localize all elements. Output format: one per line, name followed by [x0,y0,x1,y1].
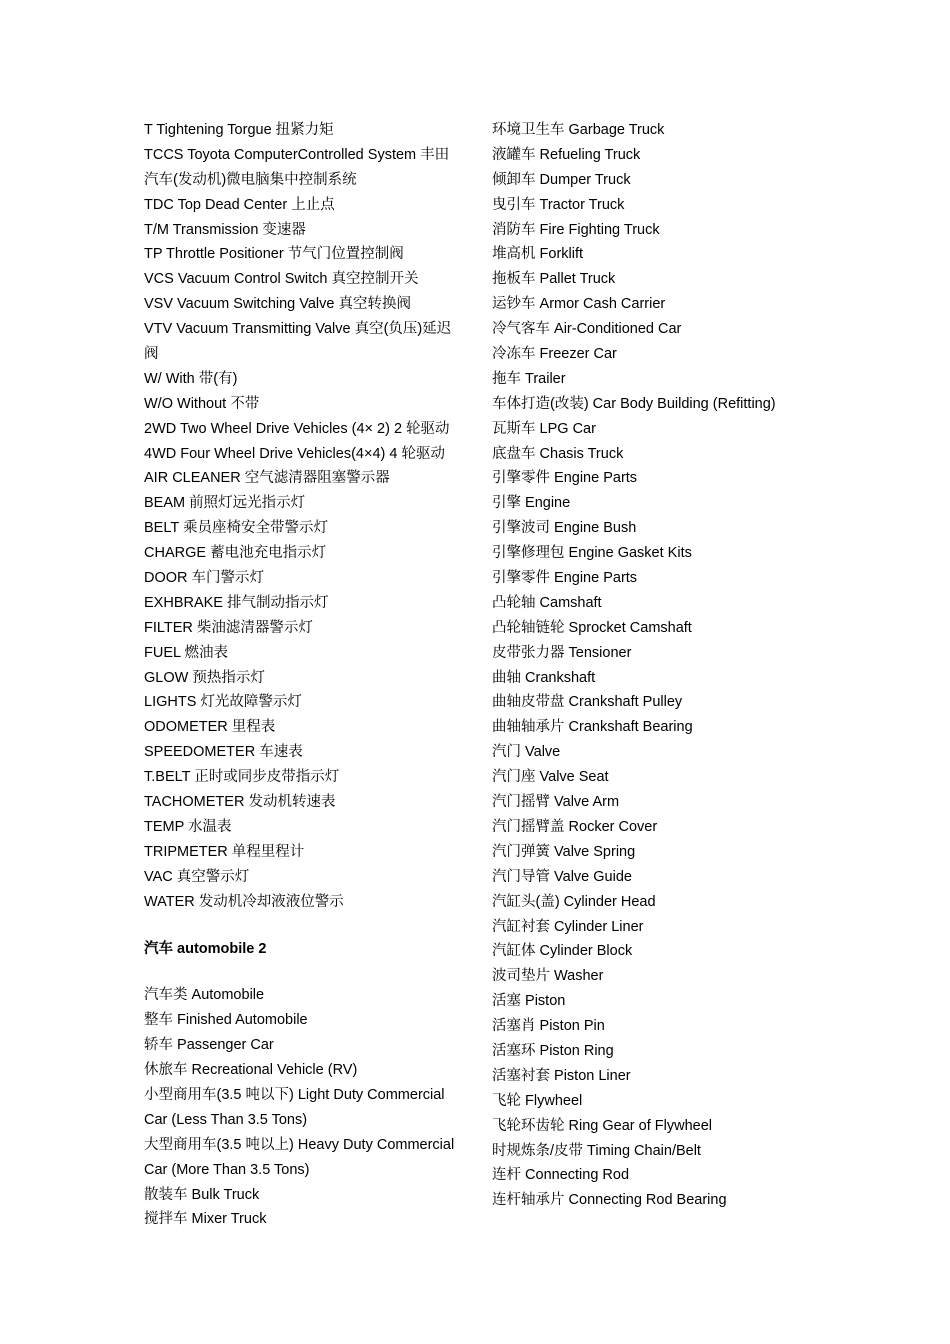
glossary-line: 大型商用车(3.5 吨以上) Heavy Duty Commercial [144,1136,455,1153]
glossary-line: 轿车 Passenger Car [144,1037,274,1054]
glossary-line: CHARGE 蓄电池充电指示灯 [144,545,327,562]
glossary-line: SPEEDOMETER 车速表 [144,744,303,761]
glossary-line: 汽门导管 Valve Guide [492,868,632,885]
glossary-line: 曲轴轴承片 Crankshaft Bearing [492,719,693,736]
glossary-line: 消防车 Fire Fighting Truck [492,221,660,238]
glossary-line: 皮带张力器 Tensioner [492,644,632,661]
glossary-line: 汽缸体 Cylinder Block [492,943,633,960]
glossary-line: BEAM 前照灯远光指示灯 [144,495,306,512]
glossary-line: TP Throttle Positioner 节气门位置控制阀 [144,246,404,263]
glossary-line: 小型商用车(3.5 吨以下) Light Duty Commercial [144,1086,445,1103]
glossary-line: 引擎修理包 Engine Gasket Kits [492,545,692,562]
left-column [144,118,464,1232]
glossary-line: VCS Vacuum Control Switch 真空控制开关 [144,271,419,288]
glossary-line: 搅拌车 Mixer Truck [144,1211,267,1228]
glossary-line: 整车 Finished Automobile [144,1012,308,1029]
spacer [144,961,464,983]
glossary-line: 倾卸车 Dumper Truck [492,171,631,188]
glossary-line: T/M Transmission 变速器 [144,221,306,238]
glossary-block-vehicles-parts [492,118,932,1213]
glossary-line: 引擎波司 Engine Bush [492,520,637,537]
glossary-line: 拖车 Trailer [492,370,566,387]
glossary-line: TRIPMETER 单程里程计 [144,843,305,860]
glossary-block-abbreviations [144,118,464,915]
glossary-line: 冷冻车 Freezer Car [492,346,617,363]
glossary-line: 冷气客车 Air-Conditioned Car [492,321,682,338]
glossary-line: 汽缸头(盖) Cylinder Head [492,893,656,910]
glossary-block-automobile [144,983,464,1232]
glossary-line: 凸轮轴 Camshaft [492,594,602,611]
glossary-line: TDC Top Dead Center 上止点 [144,196,335,213]
glossary-line: 汽车类 Automobile [144,987,265,1004]
glossary-line: ODOMETER 里程表 [144,719,276,736]
glossary-line: 2WD Two Wheel Drive Vehicles (4× 2) 2 轮驱动 [144,420,450,437]
glossary-line: W/O Without 不带 [144,395,260,412]
glossary-line: 飞轮环齿轮 Ring Gear of Flywheel [492,1117,712,1134]
glossary-line: WATER 发动机冷却液液位警示 [144,893,344,910]
glossary-line: 液罐车 Refueling Truck [492,146,641,163]
glossary-line: AIR CLEANER 空气滤清器阻塞警示器 [144,470,390,487]
glossary-line: 连杆轴承片 Connecting Rod Bearing [492,1192,727,1209]
glossary-line: W/ With 带(有) [144,370,238,387]
glossary-line: 曳引车 Tractor Truck [492,196,625,213]
glossary-line: TEMP 水温表 [144,818,232,835]
glossary-line: 活塞衬套 Piston Liner [492,1067,631,1084]
glossary-line: TCCS Toyota ComputerControlled System 丰田 [144,146,450,163]
glossary-line: 引擎 Engine [492,495,571,512]
glossary-line: FILTER 柴油滤清器警示灯 [144,619,313,636]
glossary-line: Car (Less Than 3.5 Tons) [144,1111,308,1128]
glossary-line: 堆高机 Forklift [492,246,584,263]
glossary-line: 拖板车 Pallet Truck [492,271,616,288]
glossary-line: 汽缸衬套 Cylinder Liner [492,918,644,935]
glossary-line: 飞轮 Flywheel [492,1092,583,1109]
right-column [492,118,932,1213]
glossary-line: 汽门座 Valve Seat [492,769,609,786]
glossary-line: EXHBRAKE 排气制动指示灯 [144,594,329,611]
glossary-line: 4WD Four Wheel Drive Vehicles(4×4) 4 轮驱动 [144,445,445,462]
glossary-line: TACHOMETER 发动机转速表 [144,794,336,811]
glossary-line: 曲轴皮带盘 Crankshaft Pulley [492,694,683,711]
glossary-line: 阀 [144,346,159,363]
section-heading-en: automobile 2 [177,940,267,957]
glossary-line: LIGHTS 灯光故障警示灯 [144,694,302,711]
glossary-line: 运钞车 Armor Cash Carrier [492,296,666,313]
glossary-line: 曲轴 Crankshaft [492,669,596,686]
glossary-line: 时规炼条/皮带 Timing Chain/Belt [492,1142,701,1159]
glossary-line: FUEL 燃油表 [144,644,229,661]
glossary-line: 底盘车 Chasis Truck [492,445,624,462]
spacer [144,915,464,937]
glossary-line: 车体打造(改装) Car Body Building (Refitting) [492,395,776,412]
glossary-line: 汽门摇臂 Valve Arm [492,794,620,811]
glossary-line: 瓦斯车 LPG Car [492,420,596,437]
glossary-line: 波司垫片 Washer [492,968,604,985]
glossary-line: T Tightening Torgue 扭紧力矩 [144,122,334,138]
glossary-line: 活塞肖 Piston Pin [492,1018,605,1035]
glossary-line: BELT 乘员座椅安全带警示灯 [144,520,328,537]
glossary-line: GLOW 预热指示灯 [144,669,265,686]
glossary-line: VAC 真空警示灯 [144,868,250,885]
section-heading [144,937,464,962]
glossary-line: VTV Vacuum Transmitting Valve 真空(负压)延迟 [144,321,452,338]
section-heading-zh: 汽车 [144,940,178,957]
glossary-line: 散装车 Bulk Truck [144,1186,260,1203]
glossary-line: 活塞环 Piston Ring [492,1042,614,1059]
glossary-line: 凸轮轴链轮 Sprocket Camshaft [492,619,692,636]
glossary-line: T.BELT 正时或同步皮带指示灯 [144,769,340,786]
glossary-line: 环境卫生车 Garbage Truck [492,122,665,138]
glossary-line: 活塞 Piston [492,993,566,1010]
glossary-line: 汽门弹簧 Valve Spring [492,843,636,860]
glossary-line: 引擎零件 Engine Parts [492,470,638,487]
glossary-line: 汽车(发动机)微电脑集中控制系统 [144,171,357,188]
glossary-line: 引擎零件 Engine Parts [492,570,638,587]
glossary-line: 连杆 Connecting Rod [492,1167,630,1184]
glossary-line: DOOR 车门警示灯 [144,570,265,587]
glossary-line: 汽门摇臂盖 Rocker Cover [492,818,658,835]
glossary-line: Car (More Than 3.5 Tons) [144,1161,310,1178]
glossary-line: 汽门 Valve [492,744,561,761]
glossary-line: VSV Vacuum Switching Valve 真空转换阀 [144,296,411,313]
glossary-line: 休旅车 Recreational Vehicle (RV) [144,1062,358,1079]
